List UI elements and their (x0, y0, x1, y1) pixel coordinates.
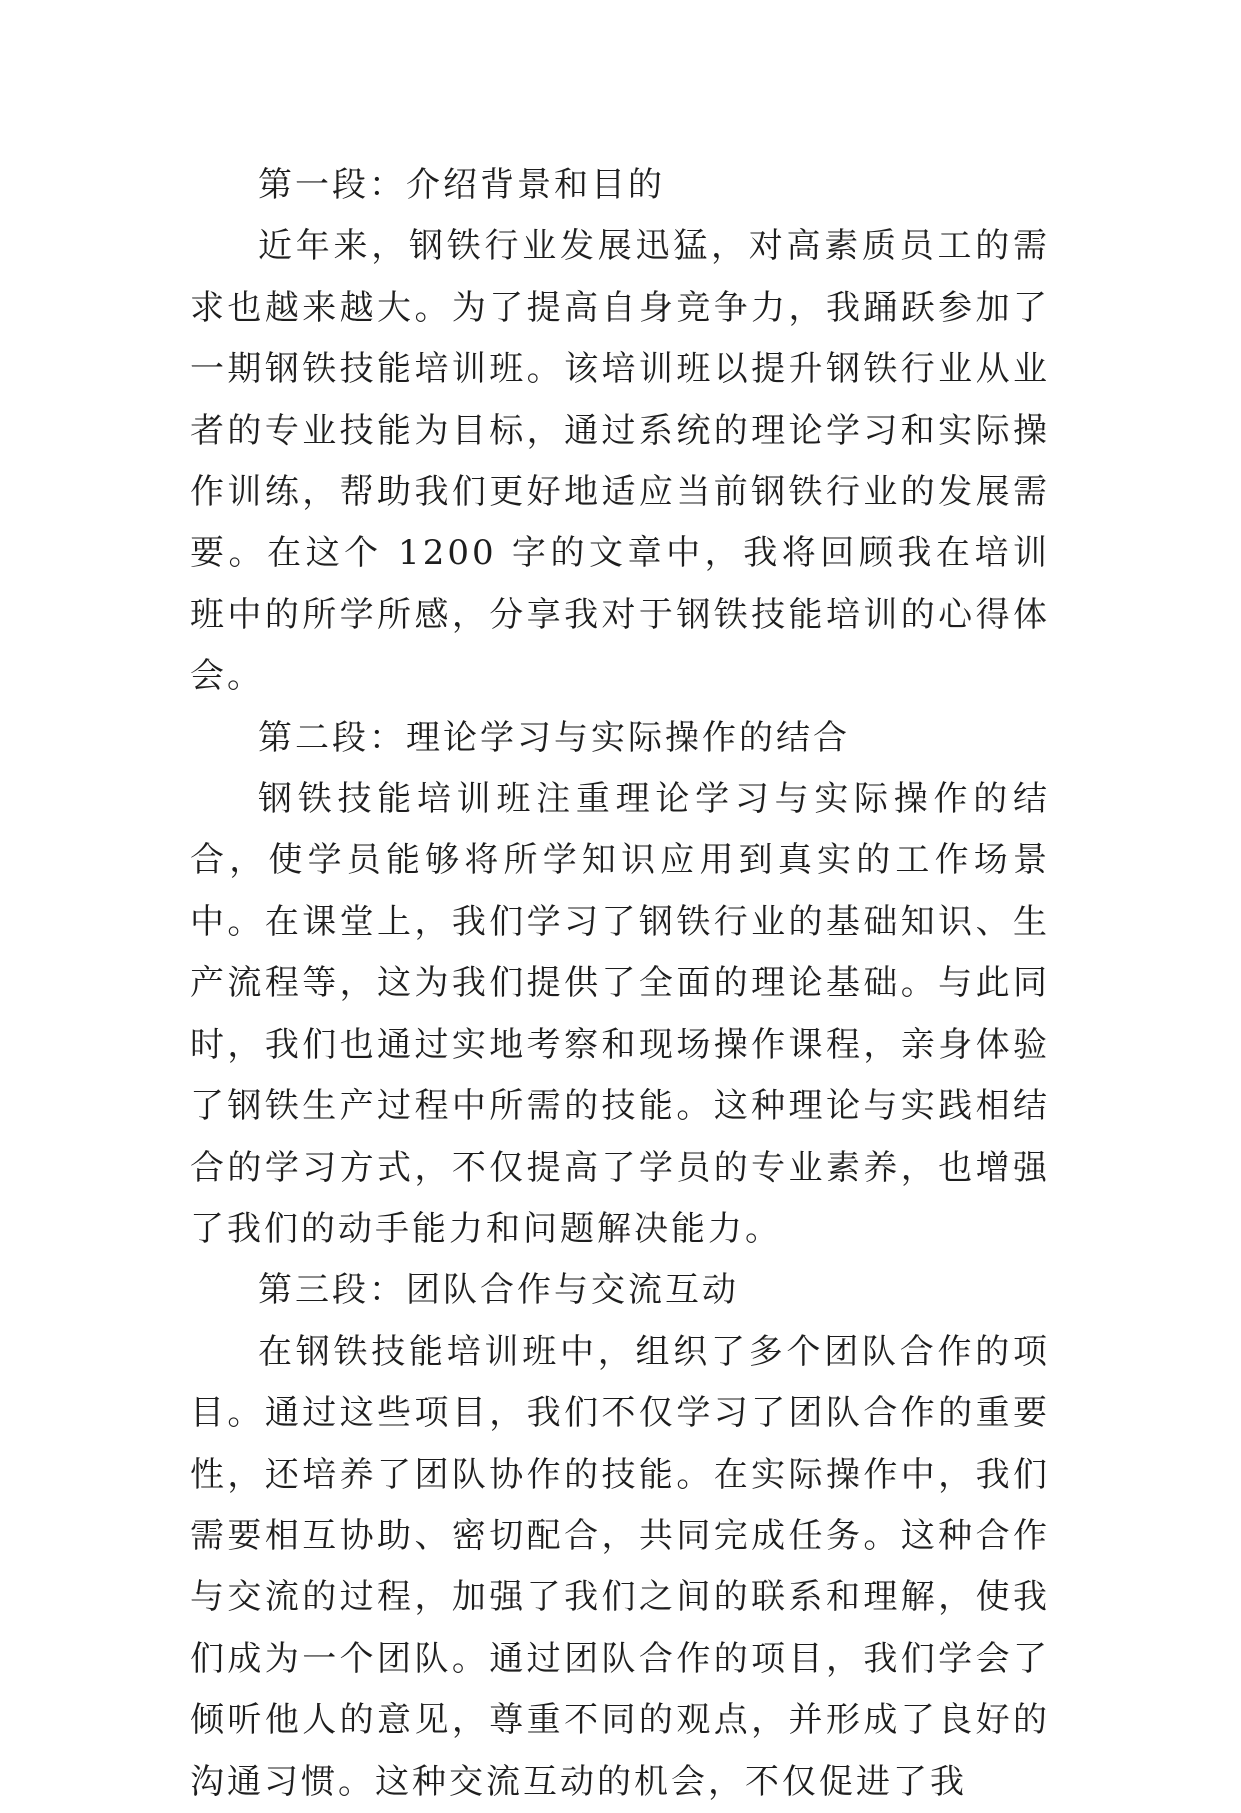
section-heading-2: 第二段：理论学习与实际操作的结合 (258, 717, 850, 758)
section-paragraph-1: 近年来，钢铁行业发展迅猛，对高素质员工的需求也越来越大。为了提高自身竞争力，我踊跃参加了一期钢铁技能培训班。该培训班以提升钢铁行业从业者的专业技能为目标，通过系统的理论学习和实际操作训练，帮助我们更好地适应当前钢铁行业的发展需要。在这个 1200 字的文章中，我将回顾我在培训班中的所学所感，分享我对于钢铁技能培训的心得体会。 (190, 226, 1050, 697)
section-paragraph-2: 钢铁技能培训班注重理论学习与实际操作的结合，使学员能够将所学知识应用到真实的工作场景中。在课堂上，我们学习了钢铁行业的基础知识、生产流程等，这为我们提供了全面的理论基础。与此同时，我们也通过实地考察和现场操作课程，亲身体验了钢铁生产过程中所需的技能。这种理论与实践相结合的学习方式，不仅提高了学员的专业素养，也增强了我们的动手能力和问题解决能力。 (190, 779, 1050, 1249)
section-paragraph-3: 在钢铁技能培训班中，组织了多个团队合作的项目。通过这些项目，我们不仅学习了团队合作的重要性，还培养了团队协作的技能。在实际操作中，我们需要相互协助、密切配合，共同完成任务。这种合作与交流的过程，加强了我们之间的联系和理解，使我们成为一个团队。通过团队合作的项目，我们学会了倾听他人的意见，尊重不同的观点，并形成了良好的沟通习惯。这种交流互动的机会，不仅促进了我 (190, 1331, 1050, 1802)
section-heading-1: 第一段：介绍背景和目的 (258, 165, 665, 205)
section-heading-3: 第三段：团队合作与交流互动 (258, 1270, 739, 1311)
document-body (190, 155, 1050, 1813)
